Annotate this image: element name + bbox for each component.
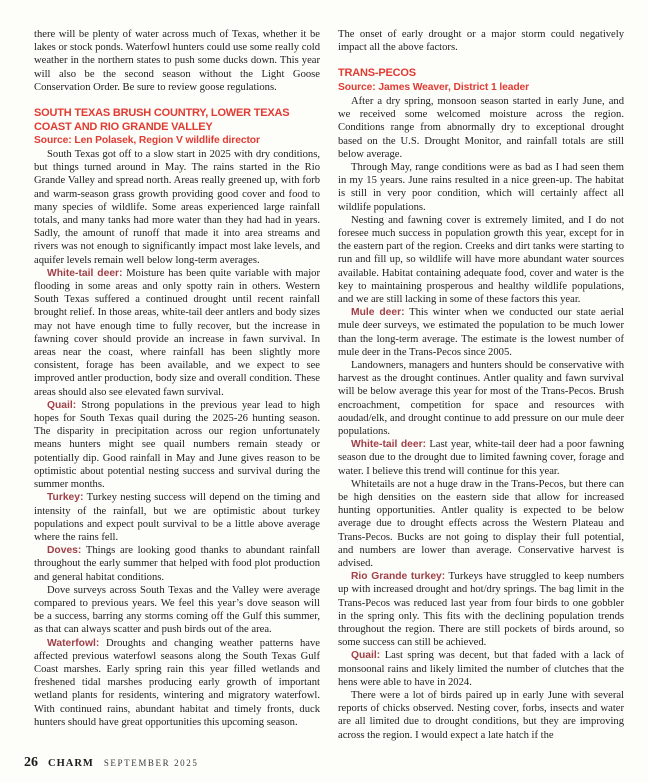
body-paragraph [34,491,320,544]
source-line: Source: Len Polasek, Region V wildlife director [34,135,260,147]
body-paragraph: Whitetails are not a huge draw in the Trans-Pecos, but there can be high densities on the eastern side that allow for increased hunting opportunities. Antler quality is expected to be below average due to drought effects across the Western Plateau and Trans-Pecos. Bucks are not going to display their full potential, and numbers are lower than average. Conservative harvest is advised. [338,478,624,570]
body-paragraph [34,637,320,729]
paragraph-leadin: Quail: [47,399,77,411]
body-paragraph [34,399,320,491]
paragraph-text: Turkeys have struggled to keep numbers up with increased drought and hot/dry springs. The bag limit in the Trans-Pecos was reduced last year from four birds to one gobbler in the spring only. This fits with the declining population trends throughout the region. There are still pockets of birds around, so some success can still be achieved. [338,571,624,649]
body-paragraph: Through May, range conditions were as bad as I had seen them in my 15 years. June rains resulted in a nice green-up. The habitat is still in very poor condition, which will certainly affect all wildlife populations. [338,161,624,213]
body-paragraph: Nesting and fawning cover is extremely limited, and I do not foresee much success in population growth this year, except for in the eastern part of the region. Creeks and dirt tanks were starting to run and fill up, so wildlife will have more abundant water sources available. Habitat containing adequate food, cover and water is the key to maintaining prosperous and healthy wildlife populations, and we are still lacking in some of these factors this year. [338,214,624,305]
text-column-1 [34,28,320,742]
paragraph-text: Things are looking good thanks to abundant rainfall throughout the early summer that helped with food plot production and general habitat conditions. [34,545,320,583]
body-paragraph: South Texas got off to a slow start in 2025 with dry conditions, but things turned around in May. The rains started in the Rio Grande Valley and spread north. Areas really greened up, with forb and warm-season grass growth providing good cover and food to many species of wildlife. Some areas experienced large rainfall totals, and many tanks had more water than they had had in years. Sadly, the amount of runoff that made it into area streams and rivers was not enough to significantly impact most lake levels, and aquifer levels remain well below long-term averages. [34,149,320,266]
text-column-2 [338,28,624,742]
body-paragraph [338,306,624,359]
paragraph-leadin: Quail: [351,650,381,662]
paragraph-text: Droughts and changing weather patterns have affected previous waterfowl seasons along the South Texas Gulf Coast marshes. Early spring rain this year filled wetlands and freshened tidal marshes producing early growth of important wetland plants for residents, wintering and migratory waterfowl. With continued rains, abundant habitat and timely fronts, duck hunters should have great opportunities this upcoming season. [34,637,320,728]
body-paragraph: The onset of early drought or a major storm could negatively impact all the above factors. [338,29,624,54]
body-paragraph [338,438,624,478]
body-paragraph [34,544,320,584]
paragraph-leadin: Mule deer: [351,307,405,319]
paragraph-text: This winter when we conducted our state aerial mule deer surveys, we estimated the population to be much lower than the long-term average. The estimate is the lowest number of mule deer in the Trans-Pecos since 2005. [338,307,624,358]
paragraph-leadin: Turkey: [47,492,84,504]
body-paragraph: there will be plenty of water across much of Texas, whether it be lakes or stock ponds. Waterfowl hunters could use some really cold weather in the northern states to push some ducks down. This year will also be the second season without the Light Goose Conservation Order. Be sure to review goose regulations. [34,29,320,93]
body-paragraph [34,267,320,399]
body-paragraph [338,570,624,649]
paragraph-leadin: White-tail deer: [351,439,427,451]
section-heading: SOUTH TEXAS BRUSH COUNTRY, LOWER TEXAS COAST AND RIO GRANDE VALLEY [34,107,290,133]
paragraph-text: Strong populations in the previous year lead to high hopes for South Texas quail during the 2025-26 hunting season. The disparity in precipitation across our region unfortunately means hunters might see quail numbers remain steady or potentially dip. Good rainfall in May and June gives reason to be optimistic about potential nesting success and survival during the summer months. [34,399,320,491]
page-number: 26 [24,755,38,770]
paragraph-leadin: Doves: [47,545,82,557]
body-paragraph: Landowners, managers and hunters should be conservative with harvest as the drought continues. Antler quality and fawn survival will be below average this year for most of the Trans-Pecos. Brush encroachment, competition for space and resources with aoudad/elk, and drought continue to add pressure on our mule deer populations. [338,359,624,437]
body-paragraph: Dove surveys across South Texas and the Valley were average compared to previous years. We feel this year’s dove season will be a success, barring any storms coming off the Gulf this summer, as that can always scatter and push birds out of the area. [34,584,320,636]
paragraph-leadin: White-tail deer: [47,267,123,279]
magazine-name: CHARM [48,758,94,769]
source-line: Source: James Weaver, District 1 leader [338,81,530,93]
paragraph-leadin: Waterfowl: [47,637,100,649]
paragraph-text: Turkey nesting success will depend on the timing and intensity of the rainfall, but we are optimistic about turkey populations and expect poult survival to be a little above average where the rains fell. [34,492,320,543]
paragraph-text: Last year, white-tail deer had a poor fawning season due to the drought due to limited fawning cover, forage and water. I believe this trend will continue for this year. [338,439,624,477]
body-paragraph [338,649,624,689]
paragraph-leadin: Rio Grande turkey: [351,571,446,583]
footer [24,755,199,771]
paragraph-text: Last spring was decent, but that faded with a lack of monsoonal rains and likely limited the number of clutches that the hens were able to have in 2024. [338,650,624,688]
body-paragraph: After a dry spring, monsoon season started in early June, and we received some welcomed moisture across the region. Conditions range from abnormally dry to exceptional drought based on the U.S. Drought Monitor, and rainfall totals are still below average. [338,95,624,160]
issue-date: SEPTEMBER 2025 [103,758,199,768]
paragraph-text: Moisture has been quite variable with major flooding in some areas and only spotty rain in others. Western South Texas suffered a continued drought until recent rainfall brought relief. In those areas, white-tail deer antlers and body sizes may not have enough time to fully recover, but the increase in fawning cover should provide an increase in fawn survival. In areas near the coast, where rainfall has been slightly more consistent, forage has been available, and we expect to see improved antler production, body size and overall condition. These areas should also see elevated fawn survival. [34,267,320,398]
section-heading: TRANS-PECOS [338,67,416,80]
body-paragraph: There were a lot of birds paired up in early June with several reports of chicks observed. Nesting cover, forbs, insects and water are all limited due to drought conditions, but they are improving across the region. I would expect a late hatch if the [338,690,624,741]
